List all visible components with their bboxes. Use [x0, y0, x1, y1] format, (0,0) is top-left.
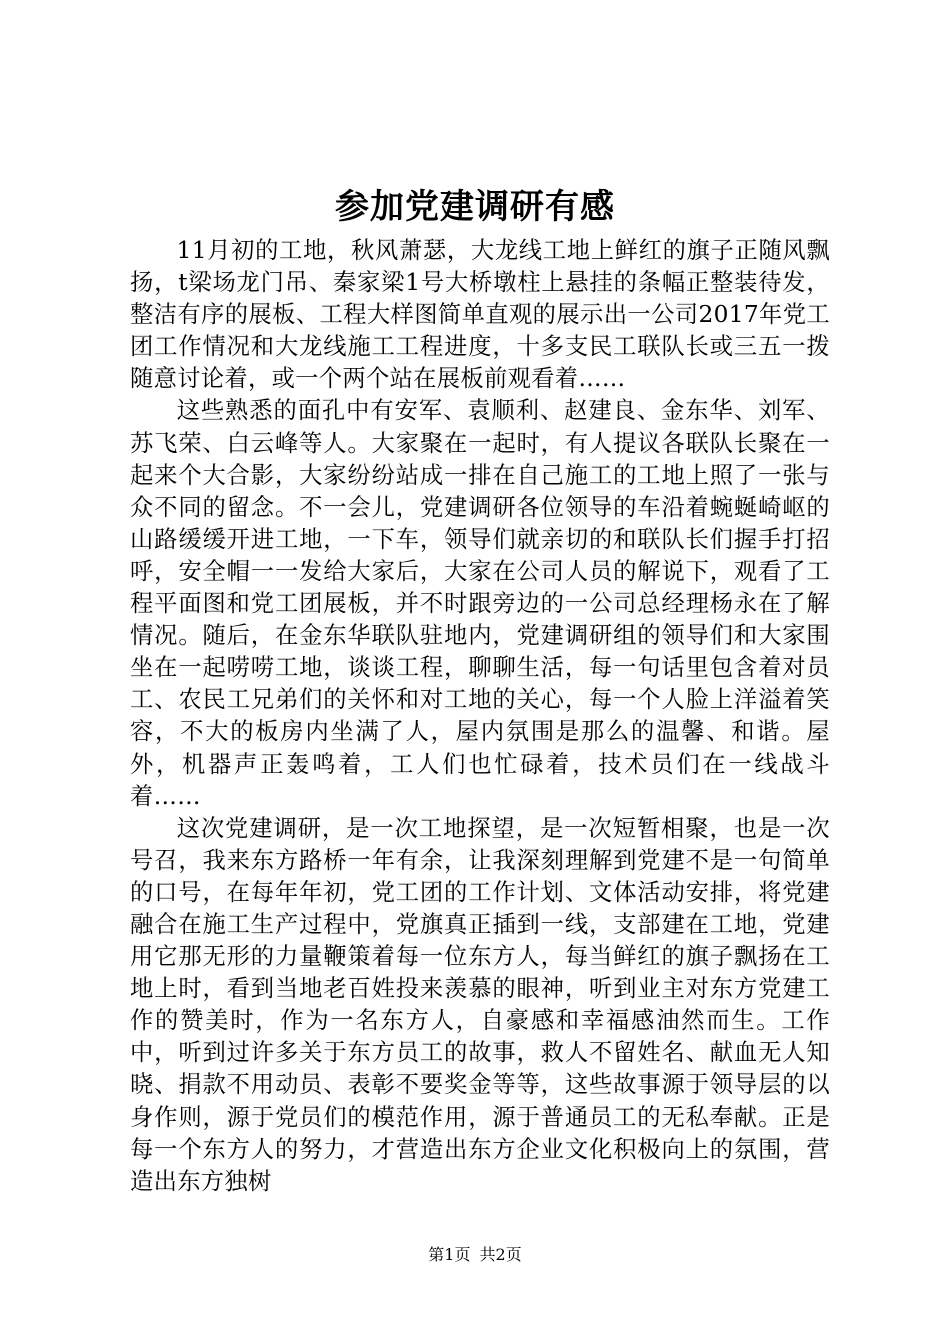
- paragraph-1: 11月初的工地，秋风萧瑟，大龙线工地上鲜红的旗子正随风飘扬，t梁场龙门吊、秦家梁1号大桥墩柱上悬挂的条幅正整装待发，整洁有序的展板、工程大样图简单直观的展示出一公司2017年党工团工作情况和大龙线施工工程进度，十多支民工联队长或三五一拨随意讨论着，或一个两个站在展板前观看着……: [130, 237, 830, 393]
- page-total: 共2页: [479, 1245, 522, 1264]
- page-number: 第1页: [428, 1245, 471, 1264]
- document-title: 参加党建调研有感: [335, 187, 615, 227]
- document-body: [130, 235, 830, 1198]
- paragraph-2: 这些熟悉的面孔中有安军、袁顺利、赵建良、金东华、刘军、苏飞荣、白云峰等人。大家聚在一起时，有人提议各联队长聚在一起来个大合影，大家纷纷站成一排在自己施工的工地上照了一张与众不同的留念。不一会儿，党建调研各位领导的车沿着蜿蜒崎岖的山路缓缓开进工地，一下车，领导们就亲切的和联队长们握手打招呼，安全帽一一发给大家后，大家在公司人员的解说下，观看了工程平面图和党工团展板，并不时跟旁边的一公司总经理杨永在了解情况。随后，在金东华联队驻地内，党建调研组的领导们和大家围坐在一起唠唠工地，谈谈工程，聊聊生活，每一句话里包含着对员工、农民工兄弟们的关怀和对工地的关心，每一个人脸上洋溢着笑容，不大的板房内坐满了人，屋内氛围是那么的温馨、和谐。屋外，机器声正轰鸣着，工人们也忙碌着，技术员们在一线战斗着……: [130, 397, 830, 810]
- page-footer: [0, 1244, 950, 1266]
- paragraph-3: 这次党建调研，是一次工地探望，是一次短暂相聚，也是一次号召，我来东方路桥一年有余，让我深刻理解到党建不是一句简单的口号，在每年年初，党工团的工作计划、文体活动安排，将党建融合在施工生产过程中，党旗真正插到一线，支部建在工地，党建用它那无形的力量鞭策着每一位东方人，每当鲜红的旗子飘扬在工地上时，看到当地老百姓投来羡慕的眼神，听到业主对东方党建工作的赞美时，作为一名东方人，自豪感和幸福感油然而生。工作中，听到过许多关于东方员工的故事，救人不留姓名、献血无人知晓、捐款不用动员、表彰不要奖金等等，这些故事源于领导层的以身作则，源于党员们的模范作用，源于普通员工的无私奉献。正是每一个东方人的努力，才营造出东方企业文化积极向上的氛围，营造出东方独树: [130, 814, 830, 1195]
